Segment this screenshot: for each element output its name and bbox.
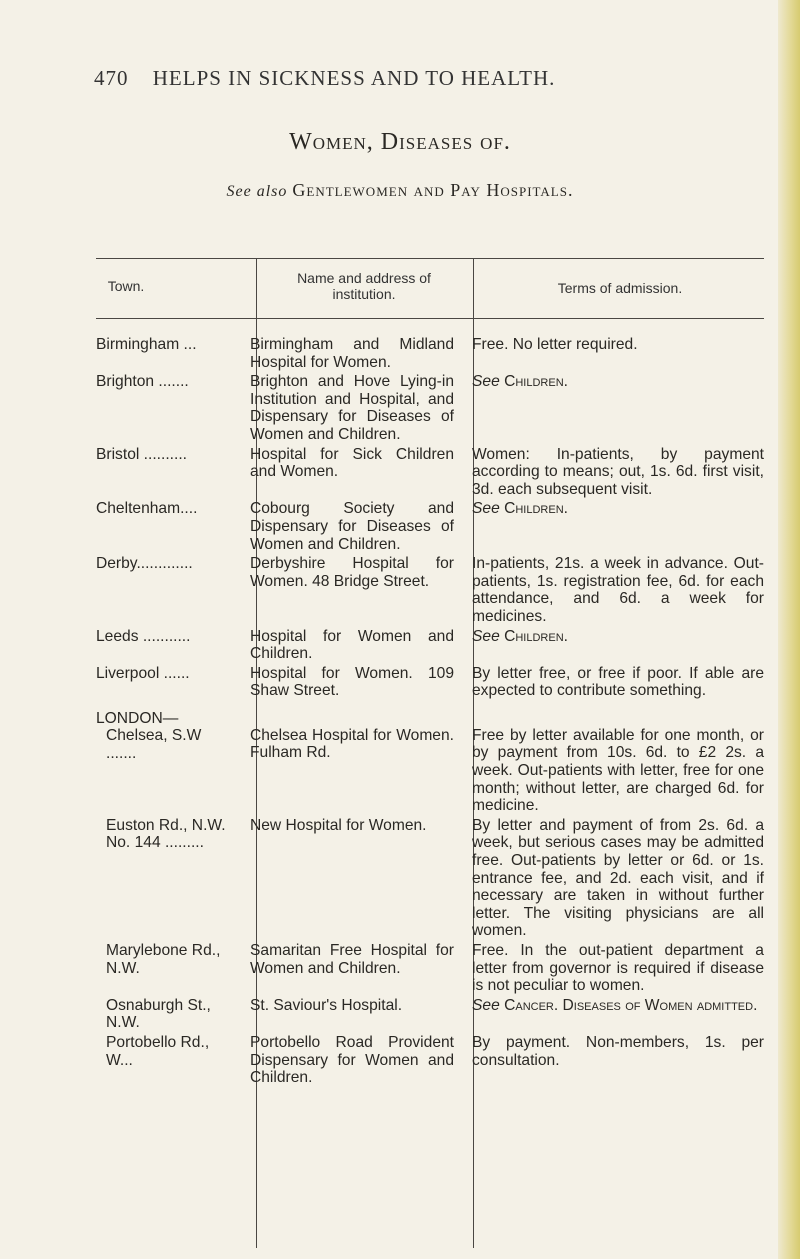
institution-cell: Chelsea Hospital for Women. Fulham Rd. xyxy=(250,726,454,762)
town-cell: Brighton ....... xyxy=(96,373,189,391)
institution-cell: Birmingham and Midland Hospital for Women. xyxy=(250,336,454,371)
see-prefix: See xyxy=(472,500,500,518)
table-row xyxy=(96,1034,764,1087)
terms-cell: Free. In the out-patient department a letter from governor is required if disease is not peculiar to women. xyxy=(472,942,764,995)
table-row xyxy=(96,942,764,995)
terms-cell: Free by letter available for one month, or by payment from 10s. 6d. to £2 2s. a week. Out-patients with letter, free for one month; without letter, are charged 6d. for medicine. xyxy=(472,726,764,815)
institution-table xyxy=(96,336,764,1089)
table-row xyxy=(96,628,764,663)
institution-cell: Samaritan Free Hospital for Women and Children. xyxy=(250,942,454,977)
terms-cell: In-patients, 21s. a week in advance. Out-patients, 1s. registration fee, 6d. for each attendance, and 6d. a week for medicines. xyxy=(472,555,764,625)
town-cell xyxy=(96,942,242,995)
table-row xyxy=(96,817,764,940)
institution-cell: Brighton and Hove Lying-in Institution and Hospital, and Dispensary for Diseases of Women and Children. xyxy=(250,373,454,443)
london-heading: LONDON— xyxy=(96,709,179,727)
institution-cell: Hospital for Women and Children. xyxy=(250,627,454,663)
table-row xyxy=(96,500,764,553)
institution-cell: New Hospital for Women. xyxy=(250,816,427,834)
see-prefix: See xyxy=(472,996,500,1014)
town-name: Chelsea, S.W ....... xyxy=(106,727,202,763)
institution-cell: Hospital for Sick Children and Women. xyxy=(250,445,454,481)
table-row xyxy=(96,710,764,815)
town-cell: Bristol .......... xyxy=(96,445,187,463)
table-row xyxy=(96,373,764,443)
see-prefix: See xyxy=(472,373,500,391)
see-also-text: Gentlewomen and Pay Hospitals. xyxy=(292,180,574,200)
terms-cell: By payment. Non-members, 1s. per consultation. xyxy=(472,1033,764,1069)
town-cell: Cheltenham.... xyxy=(96,500,198,518)
cross-reference: Children. xyxy=(504,500,568,518)
town-name: Euston Rd., N.W. No. 144 ......... xyxy=(106,816,226,852)
town-cell xyxy=(96,710,242,815)
terms-cell xyxy=(462,500,764,553)
terms-cell: By letter free, or free if poor. If able are expected to contribute something. xyxy=(472,664,764,700)
town-cell xyxy=(96,817,242,940)
institution-cell: Hospital for Women. 109 Shaw Street. xyxy=(250,664,454,700)
town-cell xyxy=(96,997,242,1032)
cross-reference: Children. xyxy=(504,373,568,391)
see-prefix: See xyxy=(472,627,500,645)
column-header-terms: Terms of admission. xyxy=(557,280,683,296)
terms-cell xyxy=(462,997,764,1032)
table-row xyxy=(96,665,764,700)
institution-cell: Derbyshire Hospital for Women. 48 Bridge Street. xyxy=(250,555,454,590)
running-head xyxy=(94,66,774,91)
cross-reference: Cancer. Diseases of Women admitted. xyxy=(504,996,758,1014)
institution-cell: Portobello Road Provident Dispensary for Women and Children. xyxy=(250,1033,454,1087)
cross-reference: Children. xyxy=(504,627,568,645)
town-cell xyxy=(96,1034,242,1087)
town-cell: Liverpool ...... xyxy=(96,664,190,682)
terms-cell xyxy=(462,373,764,443)
table-row xyxy=(96,336,764,371)
terms-cell: Women: In-patients, by payment according to means; out, 1s. 6d. first visit, 3d. each subsequent visit. xyxy=(472,445,764,498)
terms-cell xyxy=(462,628,764,663)
institution-cell: Cobourg Society and Dispensary for Diseases of Women and Children. xyxy=(250,500,454,553)
running-title: HELPS IN SICKNESS AND TO HEALTH. xyxy=(152,66,556,90)
column-header-town: Town. xyxy=(107,278,145,294)
terms-cell: Free. No letter required. xyxy=(472,336,638,353)
page-number: 470 xyxy=(94,66,129,90)
table-row xyxy=(96,997,764,1032)
institution-cell: St. Saviour's Hospital. xyxy=(250,996,403,1014)
table-top-rule xyxy=(96,258,764,259)
town-name: Marylebone Rd., N.W. xyxy=(106,942,221,977)
section-title: Women, Diseases of. xyxy=(289,129,511,155)
terms-cell: By letter and payment of from 2s. 6d. a week, but serious cases may be admitted free. Out-patients by letter or 6d. or 1s. entrance fee, and 2d. each visit, and if necessary are taken in without further letter. The visiting physicians are all women. xyxy=(472,816,764,940)
table-header-rule xyxy=(96,318,764,319)
town-cell: Birmingham ... xyxy=(96,336,197,353)
table-row xyxy=(96,446,764,499)
table-row xyxy=(96,555,764,625)
town-cell: Derby............. xyxy=(96,555,193,573)
town-name: Portobello Rd., W... xyxy=(106,1033,210,1069)
town-name: Osnaburgh St., N.W. xyxy=(106,996,211,1032)
see-also-line xyxy=(0,180,800,201)
column-header-institution: Name and address of institution. xyxy=(297,270,431,302)
town-cell: Leeds ........... xyxy=(96,627,191,645)
see-also-prefix: See also xyxy=(226,183,288,200)
